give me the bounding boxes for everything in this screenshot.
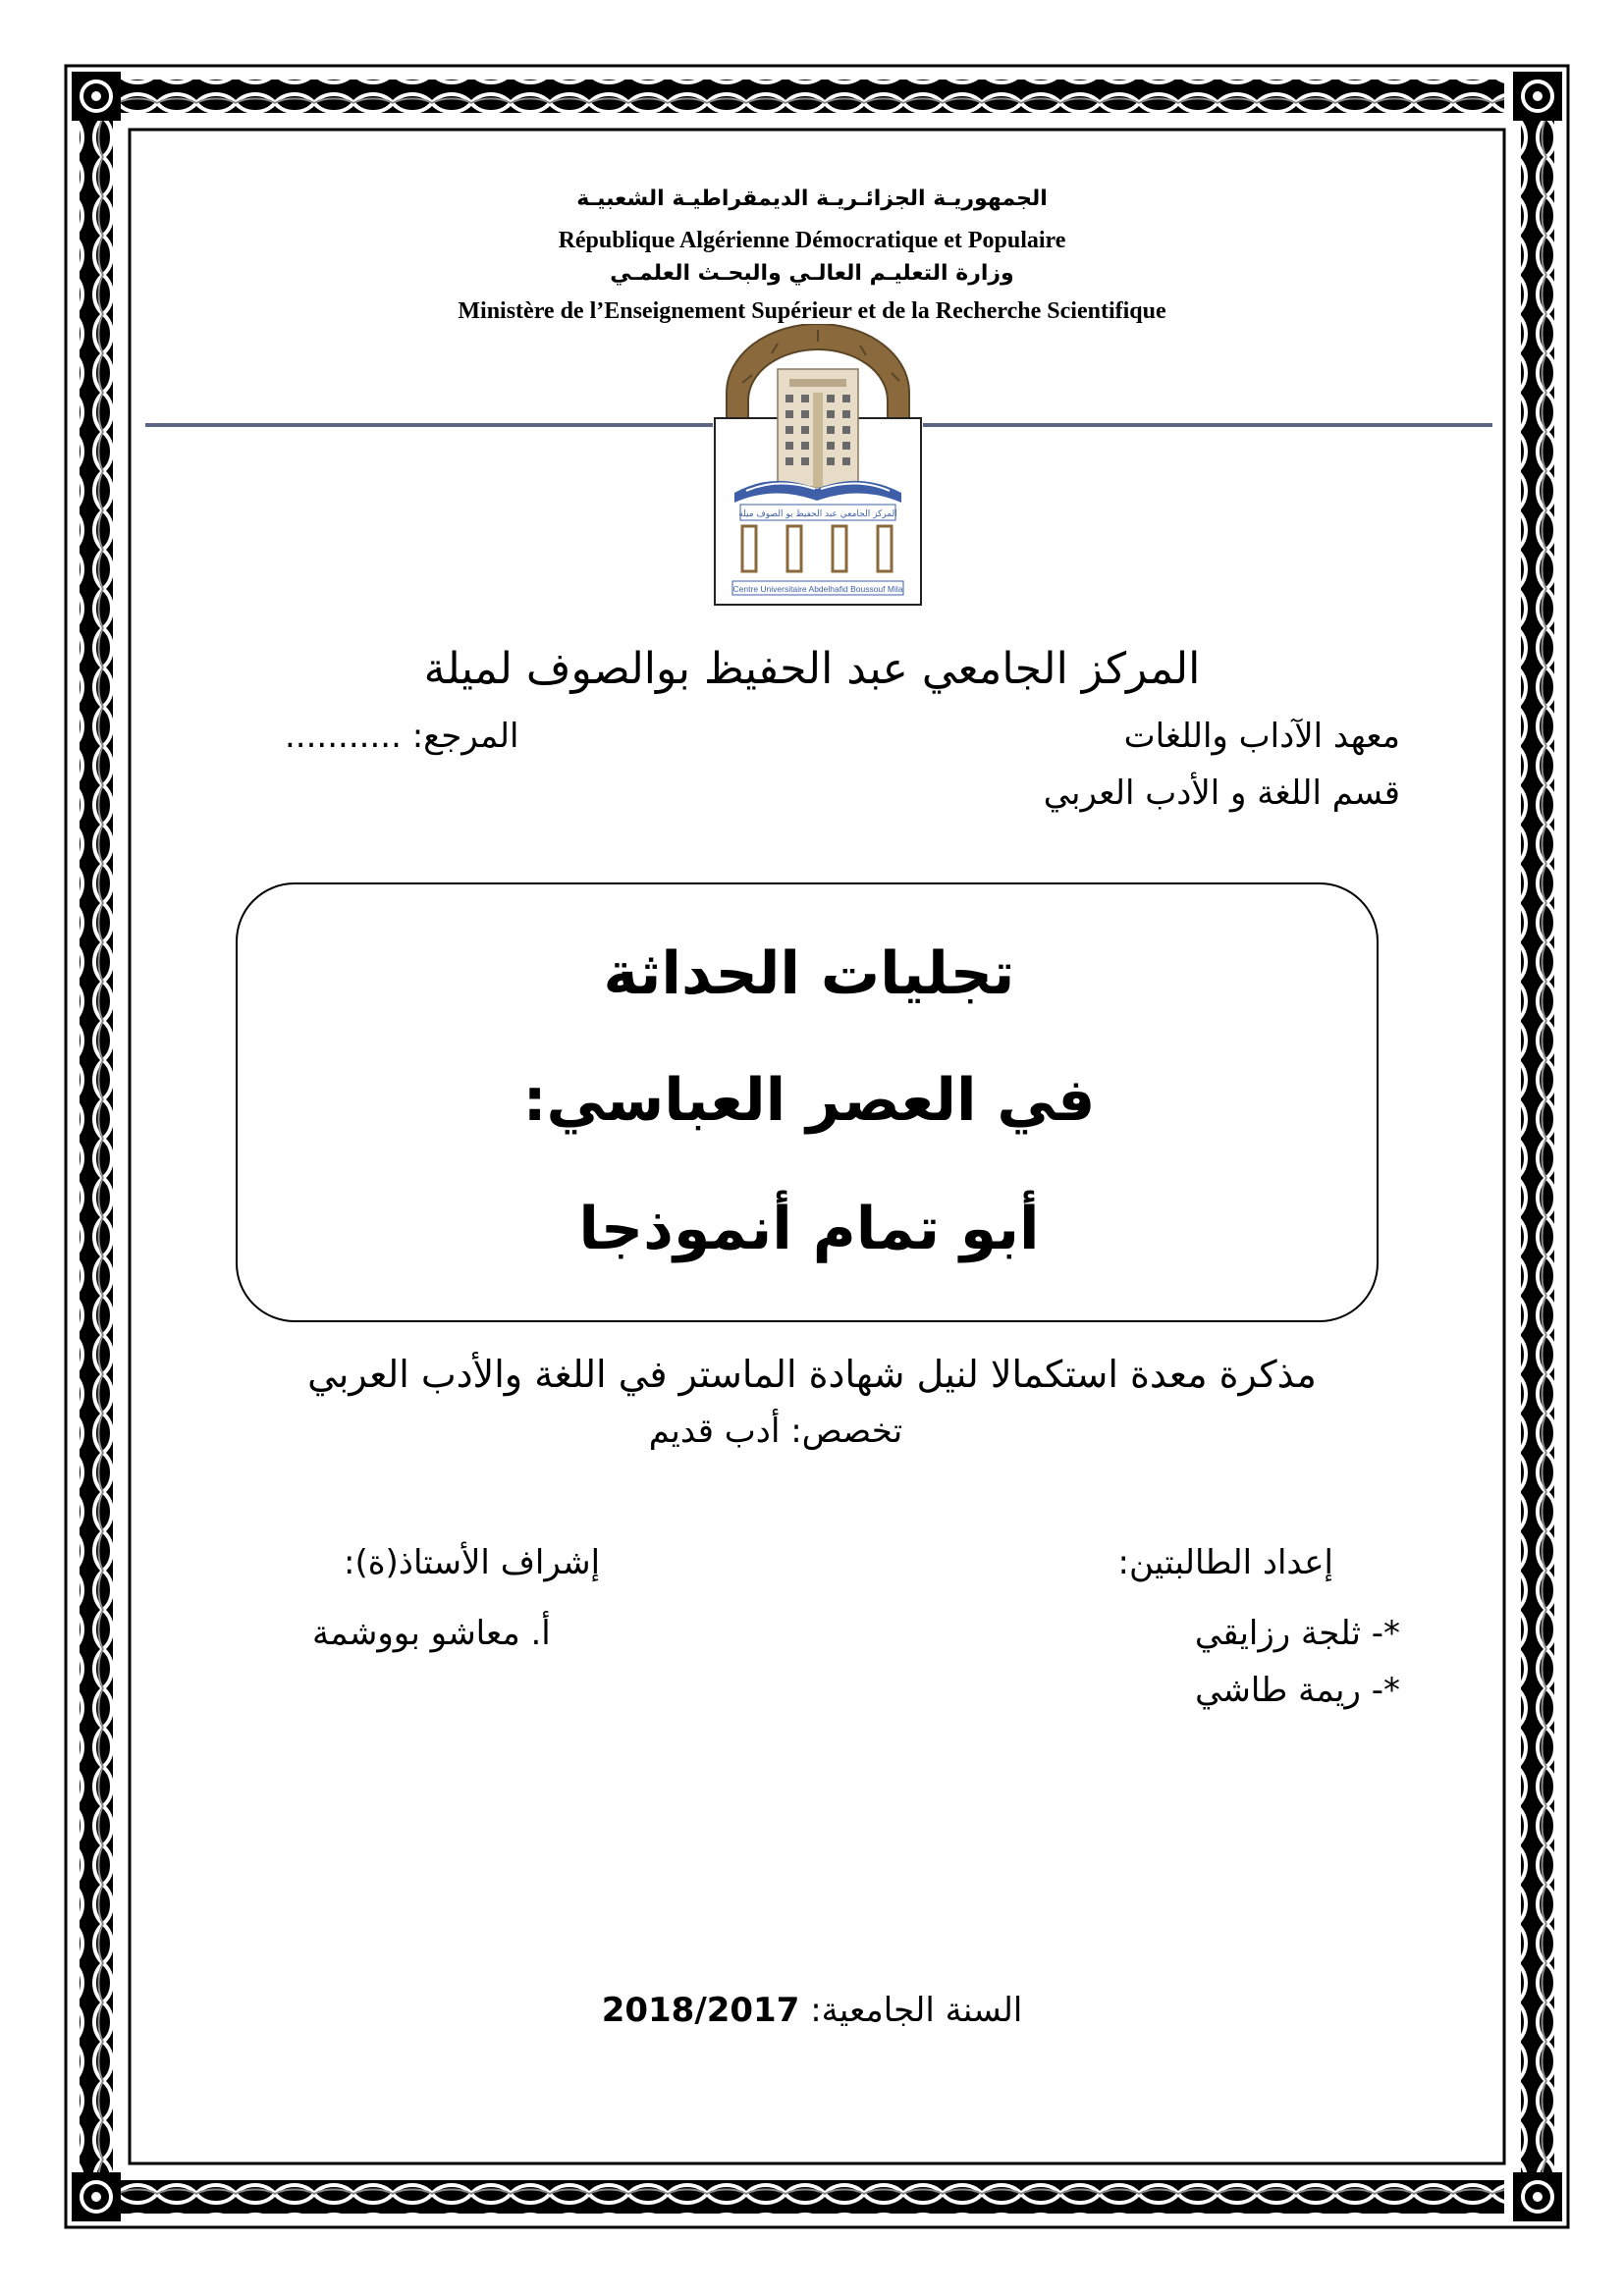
institute-name: معهد الآداب واللغات [1123, 717, 1400, 756]
logo-arabic-caption: المركز الجامعي عبد الحفيظ بو الصوف ميلة [738, 509, 897, 519]
supervisor-name: أ. معاشو بووشمة [312, 1614, 551, 1653]
academic-year-value: 2018/2017 [601, 1991, 800, 2030]
corner-ornament [1513, 72, 1562, 121]
corner-ornament [72, 2172, 121, 2221]
center-name: المركز الجامعي عبد الحفيظ بوالصوف لميلة [423, 644, 1201, 694]
student-name: *- ريمة طاشي [1195, 1671, 1400, 1710]
supervisor-label: إشراف الأستاذ(ة): [344, 1543, 601, 1582]
title-line-1: تجليات الحداثة [603, 939, 1015, 1008]
students-label: إعداد الطالبتين: [1117, 1543, 1333, 1582]
republic-arabic: الجمهوريـة الجزائـريـة الديمقراطيـة الشعبيـة [576, 187, 1048, 211]
reference-field: المرجع: ........... [285, 717, 519, 756]
university-logo [713, 324, 923, 609]
academic-year [0, 1991, 1624, 2030]
header-rule-left [145, 423, 713, 427]
ministry-arabic: وزارة التعليـم العالـي والبحـث العلمـي [610, 261, 1014, 286]
title-box [236, 882, 1379, 1322]
memo-purpose: مذكرة معدة استكمالا لنيل شهادة الماستر في اللغة والأدب العربي [307, 1353, 1317, 1396]
ministry-french: Ministère de l’Enseignement Supérieur et de la Recherche Scientifique [458, 298, 1166, 324]
student-name: *- ثلجة رزايقي [1194, 1614, 1400, 1653]
logo-caption: Centre Universitaire Abdelhafid Boussouf Mila [732, 584, 903, 594]
corner-ornament [72, 72, 121, 121]
department-name: قسم اللغة و الأدب العربي [1043, 774, 1400, 813]
academic-year-label: السنة الجامعية: [810, 1991, 1023, 2030]
republic-french: République Algérienne Démocratique et Populaire [558, 228, 1066, 253]
title-line-2: في العصر العباسي: [522, 1066, 1096, 1135]
title-line-3: أبو تمام أنموذجا [578, 1195, 1040, 1263]
specialty: تخصص: أدب قديم [648, 1412, 903, 1451]
corner-ornament [1513, 2172, 1562, 2221]
header-rule-right [923, 423, 1492, 427]
